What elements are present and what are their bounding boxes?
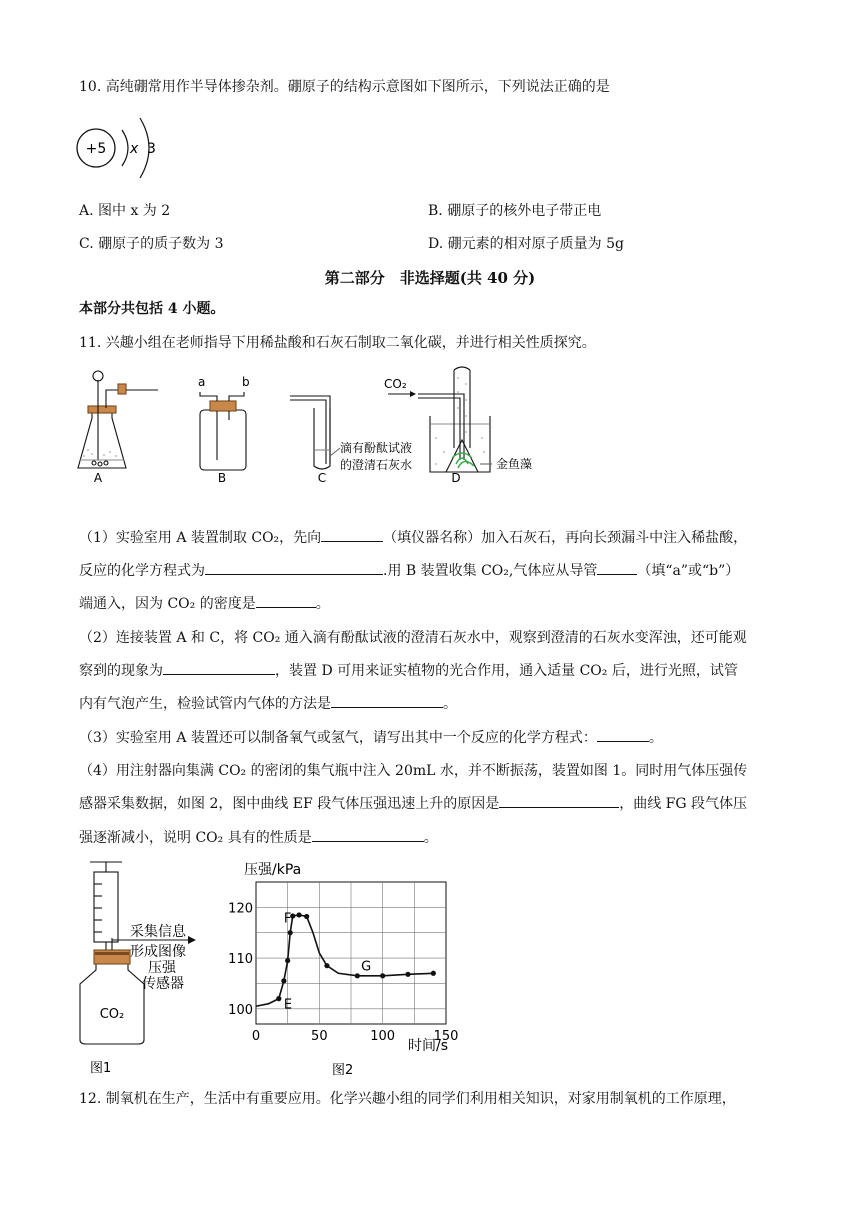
q11-p1-text-b: （填仪器名称）加入石灰石，再向长颈漏斗中注入稀盐酸， [383,530,748,546]
answer-blank-test-method[interactable] [331,693,443,708]
point-label: G [361,959,372,975]
q11-p1-line2 [79,560,739,580]
nucleus-charge: +5 [85,141,107,157]
q11-p4-text-a: 感器采集数据，如图 2，图中曲线 EF 段气体压强迅速上升的原因是 [79,796,500,812]
answer-blank-tube[interactable] [597,560,637,575]
q11-p3-text-a: （3）实验室用 A 装置还可以制备氧气或氢气，请写出其中一个反应的化学方程式： [79,730,597,746]
q11-p2-text-c: 内有气泡产生，检验试管内气体的方法是 [79,696,331,712]
x-tick-label: 100 [370,1029,396,1044]
figure-1-apparatus [76,858,236,1080]
q11-p1-text-g: 。 [315,596,330,612]
fig1-arrow-label-1: 采集信息 [130,924,186,940]
fig1-arrow-label-2: 形成图像 [130,944,186,960]
x-tick-label: 0 [251,1029,261,1044]
q11-p4-text-c: 强逐渐减小，说明 CO₂ 具有的性质是 [79,830,312,846]
q11-p2-text-a: 察到的现象为 [79,663,163,679]
label-c: C [317,471,327,485]
boron-atom-diagram [74,112,164,184]
chart-markers [276,912,436,1001]
fig1-caption: 图1 [90,1061,112,1076]
q11-p1-text-d: .用 B 装置收集 CO₂,气体应从导管 [383,563,598,579]
q11-p4-text-d: 。 [423,830,438,846]
answer-blank-equation[interactable] [205,560,383,575]
q11-p4-line3 [79,827,438,847]
q11-p1-line1 [79,527,747,547]
q11-p4-line1: （4）用注射器向集满 CO₂ 的密闭的集气瓶中注入 20mL 水，并不断振荡，装置如图 1。同时用气体压强传 [79,763,748,779]
point-label: E [283,997,293,1013]
label-a: A [93,471,103,485]
chart-xlabel: 时间/s [408,1038,449,1054]
data-point [405,972,410,977]
label-d: D [451,471,461,485]
pressure-curve [256,915,433,1006]
chart-point-labels [284,912,371,1013]
c-note-1: 滴有酚酞试液 [340,441,413,455]
q11-p1-text-c: 反应的化学方程式为 [79,563,205,579]
q10-option-c: C. 硼原子的质子数为 3 [79,236,224,252]
y-tick-label: 110 [228,952,253,968]
data-point [285,958,290,963]
q11-p2-line3 [79,693,457,713]
apparatus-c [290,396,340,469]
answer-blank-equation-2[interactable] [597,727,649,742]
y-tick-label: 120 [228,901,253,917]
q11-p1-line3 [79,593,330,613]
tube-b-label: b [242,375,250,389]
q10-stem: 10. 高纯硼常用作半导体掺杂剂。硼原子的结构示意图如下图所示，下列说法正确的是 [79,79,610,95]
data-point [355,973,360,978]
answer-blank-property[interactable] [312,827,424,842]
answer-blank-reason[interactable] [499,793,619,808]
d-gas-label: CO₂ [384,377,407,391]
q11-p1-text-f: 端通入，因为 CO₂ 的密度是 [79,596,256,612]
q11-p4-line2 [79,793,747,813]
label-b: B [217,471,227,485]
x-tick-label: 150 [433,1029,459,1044]
shell2-electrons: 3 [147,141,156,157]
q10-option-d: D. 硼元素的相对原子质量为 5g [428,236,624,252]
q12-stem: 12. 制氧机在生产，生活中有重要应用。化学兴趣小组的同学们利用相关知识，对家用制氧机的工作原理， [79,1091,736,1107]
data-point [380,973,385,978]
q11-p3-text-b: 。 [648,730,663,746]
q11-p3-line1 [79,727,663,747]
q11-p1-text-e: （填“a”或“b”） [637,563,740,579]
data-point [304,914,309,919]
figure-2-pressure-chart [228,858,468,1080]
data-point [281,978,286,983]
data-point [276,996,281,1001]
fig1-sensor-label-2: 传感器 [142,976,184,992]
part2-title: 第二部分 非选择题(共 40 分) [324,269,536,287]
answer-blank-phenomenon[interactable] [163,660,275,675]
fig1-sensor-label-1: 压强 [148,960,176,976]
part2-subtitle: 本部分共包括 4 小题。 [79,301,225,317]
data-point [296,912,301,917]
fig1-bottle-label: CO₂ [99,1007,125,1022]
chart-ticks [228,901,458,1044]
point-label: F [283,911,292,927]
chart-ylabel: 压强/kPa [244,862,302,878]
q10-option-b: B. 硼原子的核外电子带正电 [428,203,602,219]
q11-p4-text-b: ，曲线 FG 段气体压 [619,796,748,812]
plant-icon [452,453,474,468]
data-point [431,971,436,976]
q11-p1-text-a: （1）实验室用 A 装置制取 CO₂，先向 [79,530,322,546]
q10-option-a: A. 图中 x 为 2 [79,203,171,219]
q11-stem: 11. 兴趣小组在老师指导下用稀盐酸和石灰石制取二氧化碳，并进行相关性质探究。 [79,335,596,351]
shell1-electrons: x [130,141,139,157]
fig2-caption: 图2 [332,1063,354,1078]
apparatus-b [200,392,246,470]
data-point [288,930,293,935]
q11-p2-line2 [79,660,738,680]
q11-p2-text-d: 。 [443,696,457,712]
q11-p2-text-b: ，装置 D 可用来证实植物的光合作用，通入适量 CO₂ 后，进行光照，试管 [275,663,738,679]
tube-a-label: a [198,375,206,389]
answer-blank-instrument[interactable] [321,527,383,542]
q11-p2-line1: （2）连接装置 A 和 C，将 CO₂ 通入滴有酚酞试液的澄清石灰水中，观察到澄清的石灰水变浑浊，还可能观 [79,630,747,646]
x-tick-label: 50 [311,1029,328,1044]
d-plant-label: 金鱼藻 [496,457,533,471]
data-point [324,963,329,968]
apparatus-figure [72,368,552,486]
c-note-2: 的澄清石灰水 [340,458,413,472]
answer-blank-density[interactable] [256,593,316,608]
apparatus-a [78,371,158,468]
y-tick-label: 100 [228,1002,253,1018]
